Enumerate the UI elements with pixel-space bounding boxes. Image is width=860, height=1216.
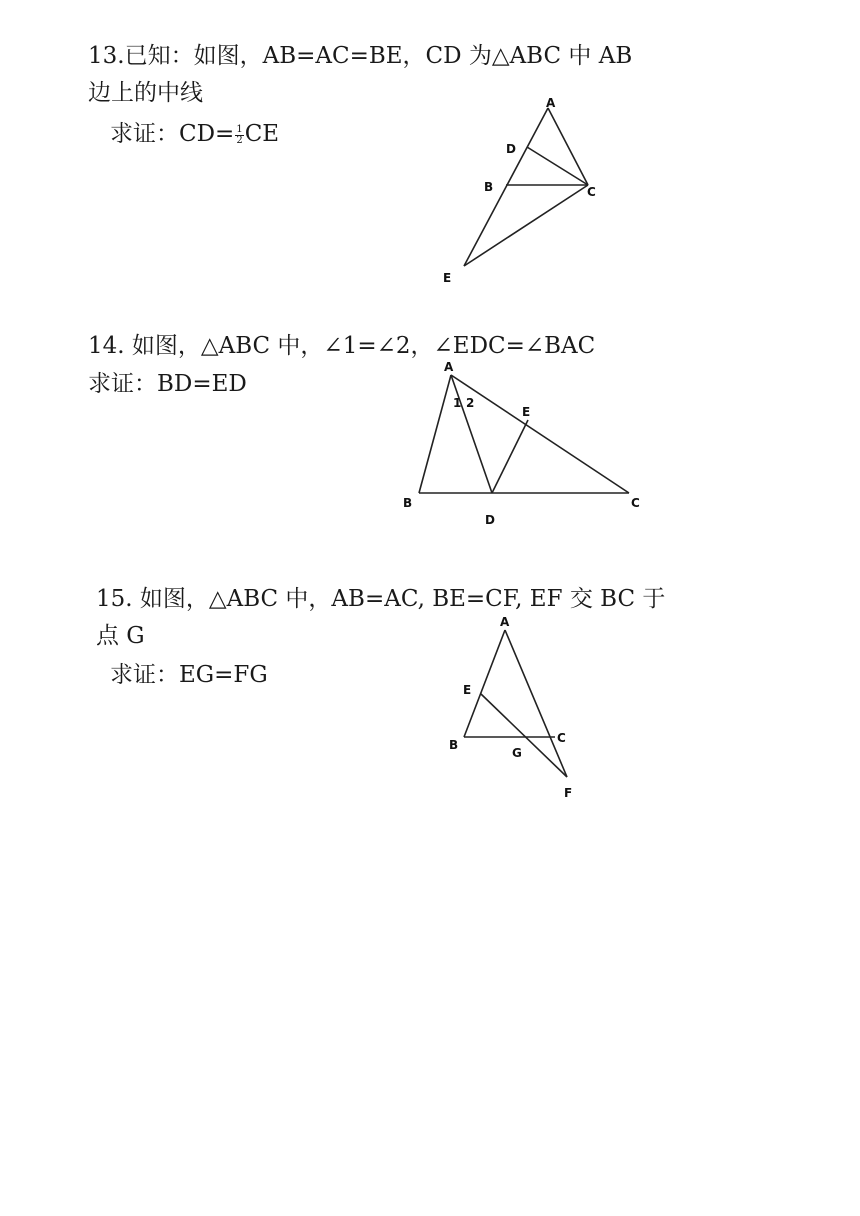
problem-14-text: 如图，△ABC 中，∠1=∠2，∠EDC=∠BAC: [131, 333, 596, 359]
angle-label-2: 2: [466, 396, 475, 410]
point-label-c: C: [587, 185, 596, 199]
point-label-b: B: [449, 738, 459, 752]
point-label-c: C: [631, 496, 640, 510]
point-label-a: A: [546, 96, 556, 110]
point-label-a: A: [444, 360, 454, 374]
problem-15-text: 如图，△ABC 中，AB=AC, BE=CF, EF 交 BC 于: [139, 586, 666, 612]
point-label-a: A: [500, 615, 510, 629]
problem-15-number: 15.: [96, 586, 133, 612]
problem-15-prove: 求证：EG=FG: [110, 662, 268, 688]
problem-13-statement-line2: 边上的中线: [88, 80, 203, 106]
problem-15-statement-line2: 点 G: [96, 623, 145, 649]
point-label-d: D: [485, 513, 495, 527]
point-label-g: G: [512, 746, 522, 760]
segment-ef: [481, 694, 567, 777]
point-label-b: B: [403, 496, 413, 510]
fraction-numerator: 1: [236, 123, 243, 135]
point-label-f: F: [564, 786, 573, 800]
problem-13-number: 13.: [88, 43, 125, 69]
problem-13-text: 已知：如图，AB=AC=BE，CD 为△ABC 中 AB: [124, 43, 633, 69]
point-label-b: B: [484, 180, 494, 194]
problem-13-prove-suffix: CE: [244, 121, 280, 147]
problem-14-prove: 求证：BD=ED: [88, 371, 247, 397]
fraction-denominator: 2: [236, 134, 243, 146]
angle-label-1: 1: [453, 396, 462, 410]
point-label-e: E: [522, 405, 531, 419]
problem-14-number: 14.: [88, 333, 125, 359]
point-label-d: D: [506, 142, 516, 156]
point-label-c: C: [557, 731, 566, 745]
problem-13-prove-prefix: 求证：CD=: [110, 121, 235, 147]
point-label-e: E: [443, 271, 452, 285]
point-label-e: E: [463, 683, 472, 697]
